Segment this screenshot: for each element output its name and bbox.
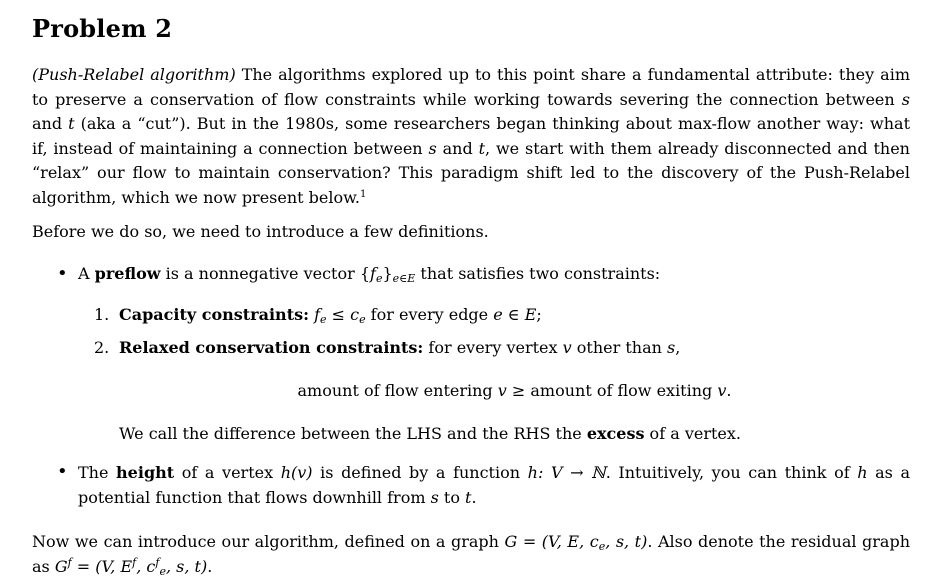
enum-number-1: 1. <box>94 305 110 324</box>
intro-paragraph: (Push-Relabel algorithm) The algorithms explored up to this point share a fundamental attribute: they aim to preserve a conservation of flow constraints while working towards severing the connection between s and t (aka a “cut”). But in the 1980s, some researchers began thinking about max-flow another way: what if, instead of maintaining a connection between s and t, we start with them already disconnected and then “relax” our flow to maintain conservation? This paradigm shift led to the discovery of the Push-Relabel algorithm, which we now present below.$^1$ <box>32 65 911 207</box>
relaxed-conservation-constraint: Relaxed conservation constraints: for every vertex v other than s, <box>119 338 681 357</box>
preflow-term: preflow <box>94 264 161 283</box>
enum-number-2: 2. <box>94 338 110 357</box>
excess-term: excess <box>586 424 645 443</box>
intro-heading: (Push-Relabel algorithm) <box>32 65 236 84</box>
excess-definition: We call the difference between the LHS and the RHS the excess of a vertex. <box>119 424 741 443</box>
problem-title: Problem 2 <box>32 14 173 43</box>
display-equation: amount of flow entering v ≥ amount of flow exiting v. <box>297 381 732 400</box>
definitions-intro: Before we do so, we need to introduce a few definitions. <box>32 222 489 241</box>
algorithm-intro-paragraph: Now we can introduce our algorithm, defined on a graph G = (V, E, $c_e$, s, t). Also denote the residual graph as $G^f = (V$, $E^f$, $c^f_e$, s, t). <box>32 532 911 578</box>
footnote-marker[interactable]: 1 <box>360 188 367 200</box>
height-term: height <box>116 463 175 482</box>
height-definition: The height of a vertex h(v) is defined by a function h: V → ℕ. Intuitively, you can think of h as a potential function that flows downhill from s to t. <box>78 463 911 507</box>
capacity-constraint: Capacity constraints: $f_e \le c_e$ for every edge e ∈ E; <box>119 305 542 326</box>
preflow-definition: A preflow is a nonnegative vector $\{f_e\}_{e\in E}$ that satisfies two constraints: <box>78 264 661 285</box>
bullet-marker: • <box>57 263 68 284</box>
bullet-marker: • <box>57 461 68 482</box>
